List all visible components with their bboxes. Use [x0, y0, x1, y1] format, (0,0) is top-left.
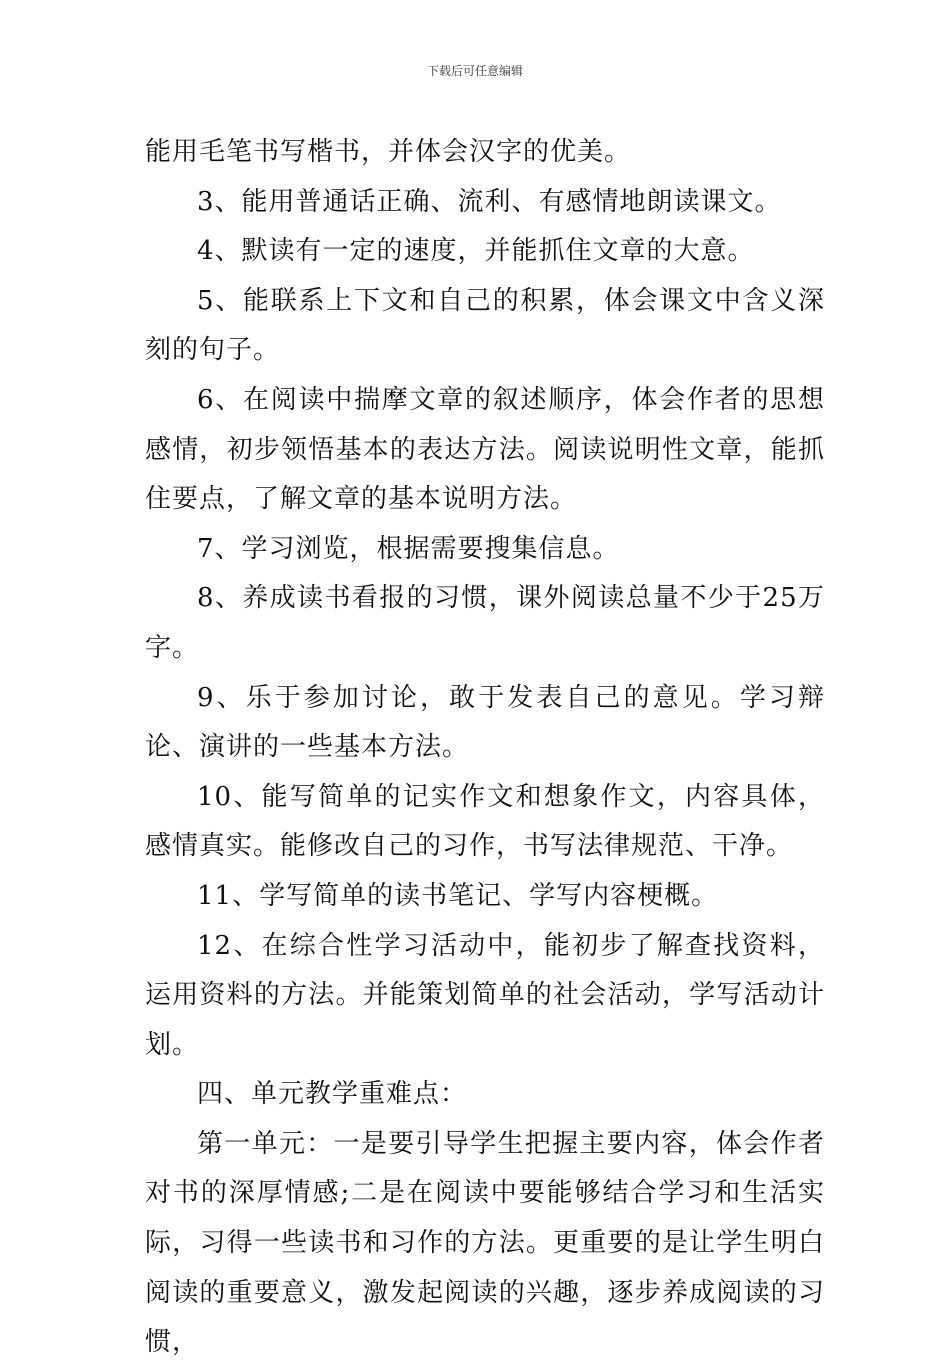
section-heading-unit-key-points: 四、单元教学重难点： — [197, 1079, 468, 1110]
paragraph-item-8: 8、养成读书看报的习惯，课外阅读总量不少于25万字。 — [145, 583, 825, 663]
paragraph-item-5: 5、能联系上下文和自己的积累，体会课文中含义深刻的句子。 — [145, 285, 825, 366]
paragraph-item-10: 10、能写简单的记实作文和想象作文，内容具体，感情真实。能修改自己的习作，书写法律规范、干净。 — [145, 781, 825, 862]
paragraph-item-12: 12、在综合性学习活动中，能初步了解查找资料，运用资料的方法。并能策划简单的社会活动，学写活动计划。 — [145, 930, 825, 1060]
paragraph-item-9: 9、乐于参加讨论，敢于发表自己的意见。学习辩论、演讲的一些基本方法。 — [145, 682, 825, 763]
paragraph-item-6: 6、在阅读中揣摩文章的叙述顺序，体会作者的思想感情，初步领悟基本的表达方法。阅读说明性文章，能抓住要点，了解文章的基本说明方法。 — [145, 384, 825, 515]
paragraph-unit-one: 第一单元：一是要引导学生把握主要内容，体会作者对书的深厚情感;二是在阅读中要能够结合学习和生活实际，习得一些读书和习作的方法。更重要的是让学生明白阅读的重要意义，激发起阅读的兴趣，逐步养成阅读的习惯， — [145, 1128, 825, 1358]
paragraph-item-7: 7、学习浏览，根据需要搜集信息。 — [197, 533, 620, 564]
paragraph-item-11: 11、学写简单的读书笔记、学写内容梗概。 — [197, 880, 719, 911]
document-body — [145, 128, 825, 1368]
page-header: 下载后可任意编辑 — [426, 64, 523, 78]
paragraph-item-3: 3、能用普通话正确、流利、有感情地朗读课文。 — [197, 186, 782, 217]
paragraph-calligraphy: 能用毛笔书写楷书，并体会汉字的优美。 — [145, 137, 632, 167]
paragraph-item-4: 4、默读有一定的速度，并能抓住文章的大意。 — [197, 236, 755, 267]
